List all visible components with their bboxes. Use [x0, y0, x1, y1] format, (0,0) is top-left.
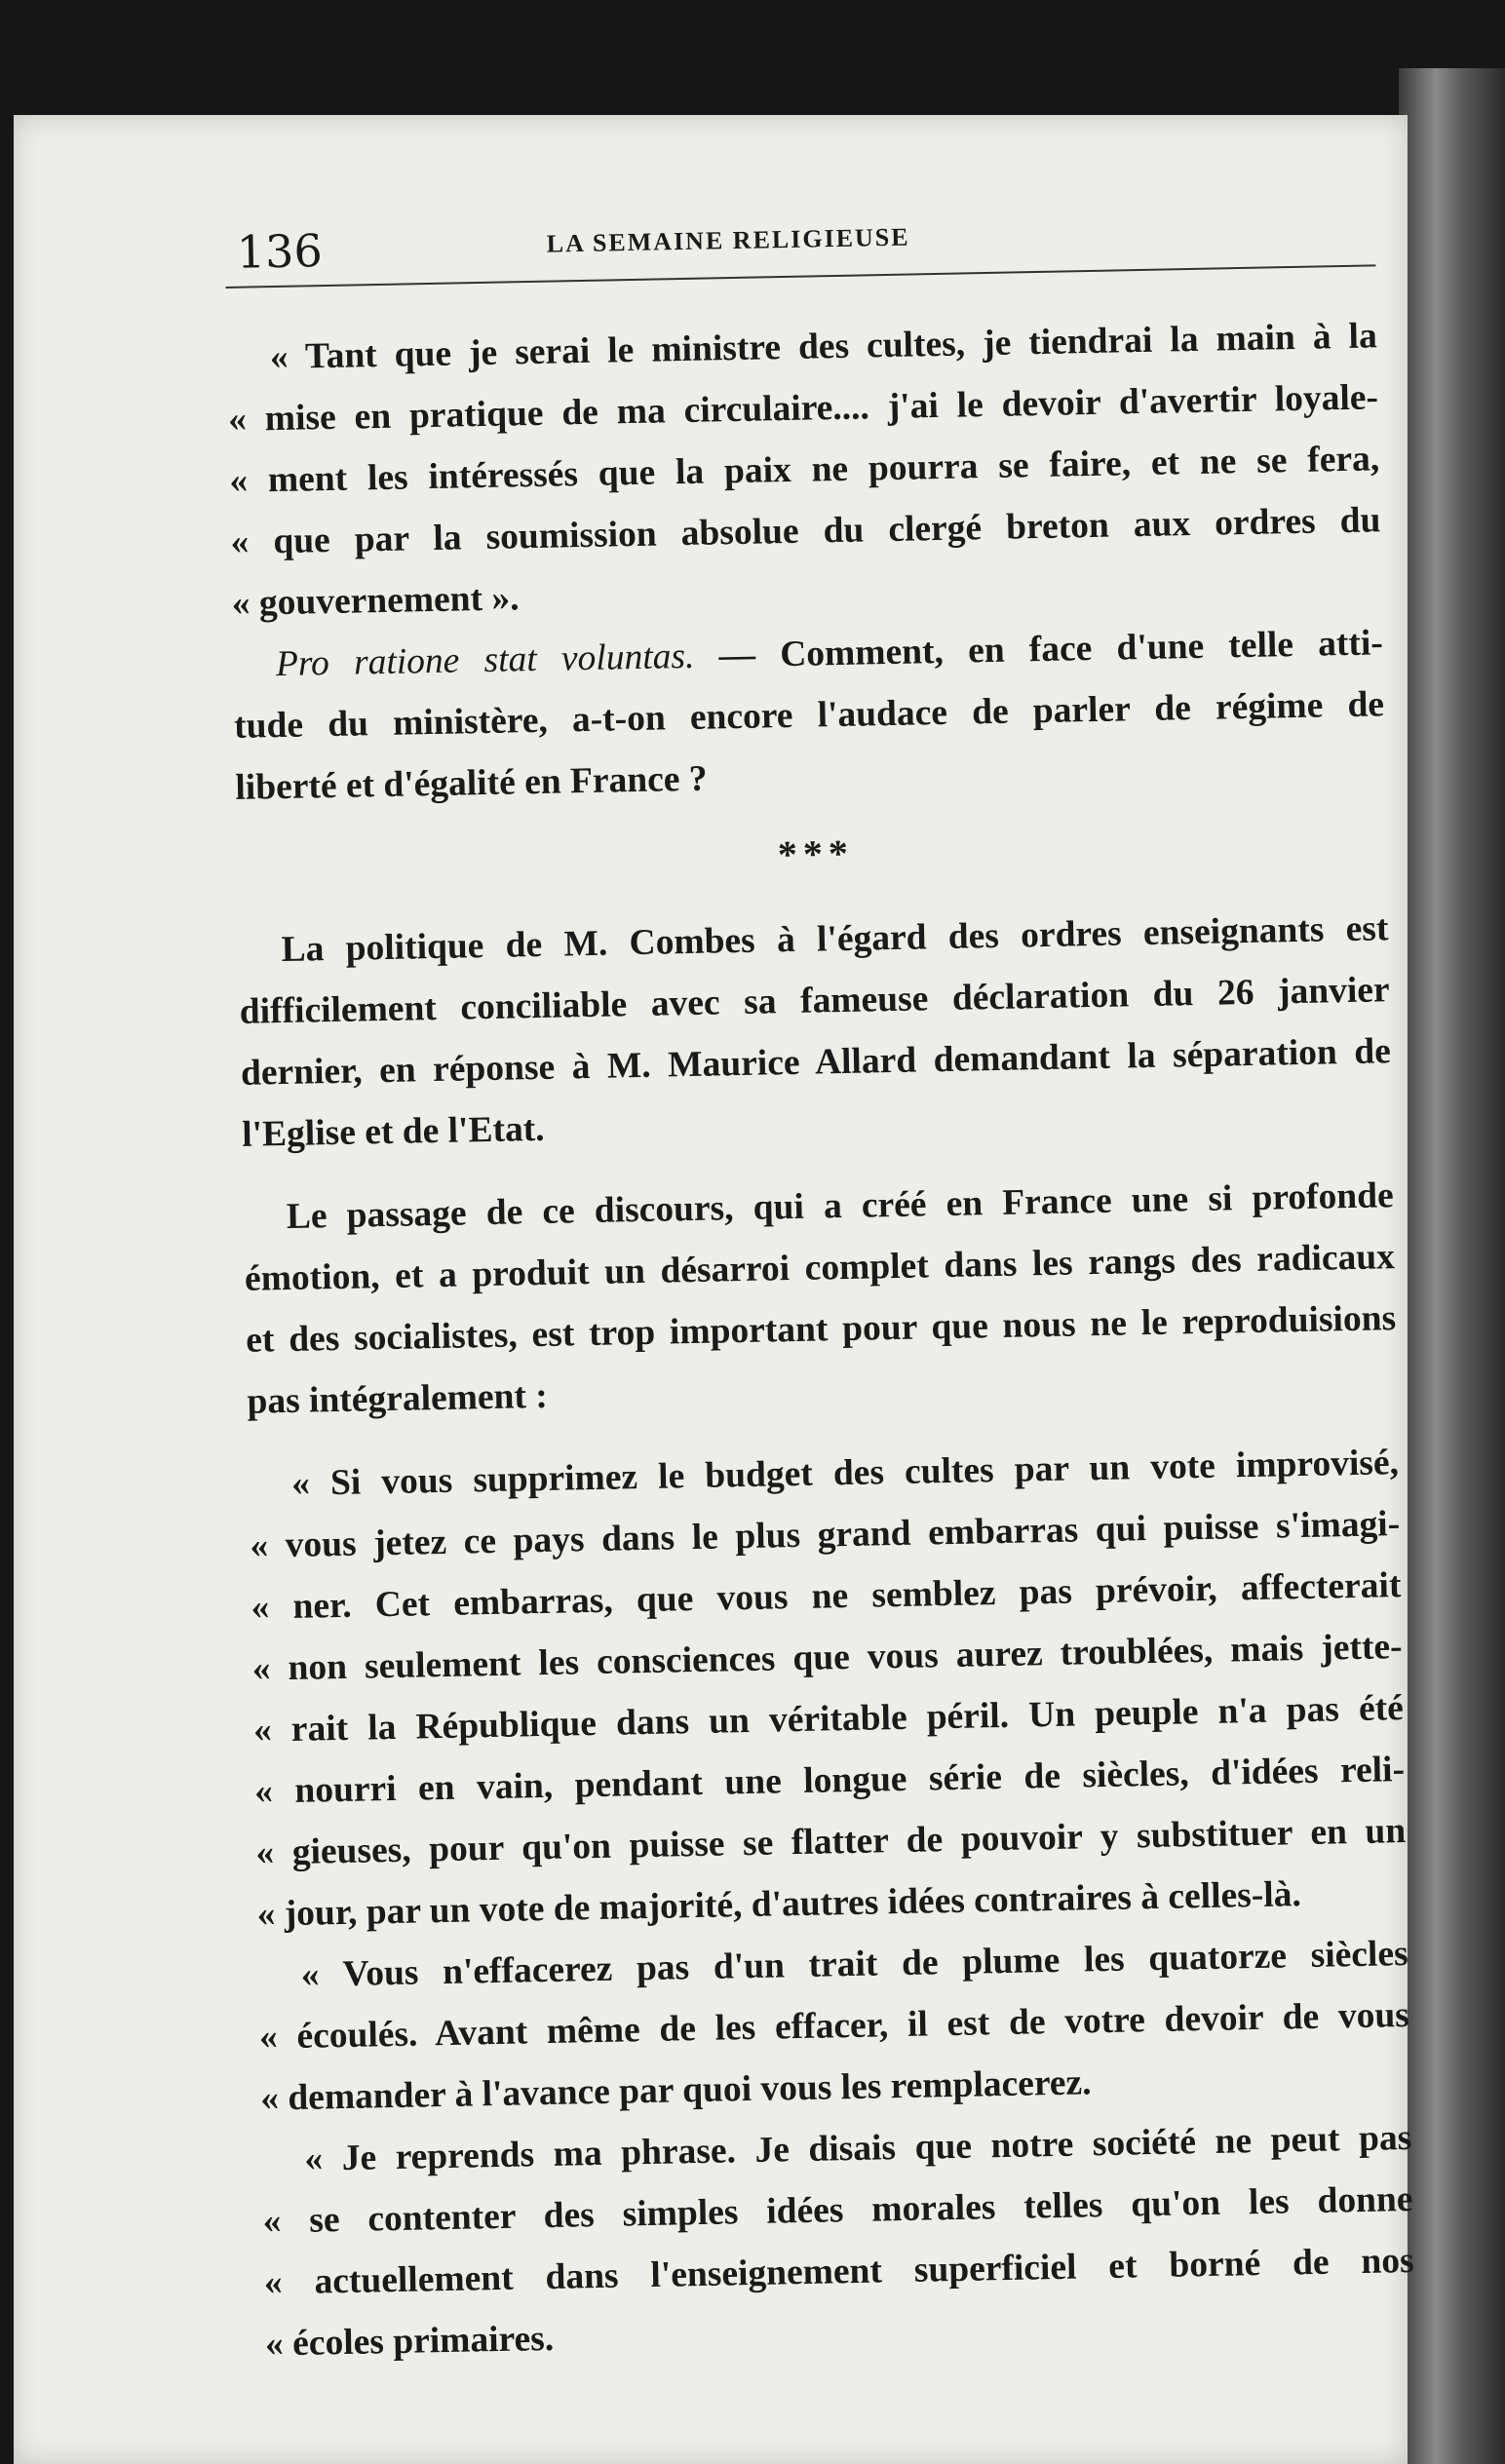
- text-line: Le passage de ce discours, qui a créé en France une si profonde: [286, 1175, 1395, 1237]
- page-number: 136: [236, 224, 324, 279]
- text-line: « mise en pratique de ma circulaire.... j'ai le devoir d'avertir loyale-: [227, 377, 1379, 440]
- text-line: tude du ministère, a-t-on encore l'audace de parler de régime de: [233, 684, 1385, 747]
- text-line: « ner. Cet embarras, que vous ne semblez pas prévoir, affecterait: [251, 1565, 1402, 1628]
- text-line: liberté et d'égalité en France ?: [235, 758, 708, 808]
- asterism: * * *: [777, 830, 847, 877]
- text-line: « actuellement dans l'enseignement superficiel et borné de nos: [263, 2240, 1415, 2303]
- text-line: « ment les intéressés que la paix ne pourra se faire, et ne se fera,: [228, 439, 1380, 501]
- text-line: « se contenter des simples idées morales telles qu'on les donne: [262, 2178, 1413, 2242]
- text-line: « que par la soumission absolue du clergé breton aux ordres du: [230, 500, 1381, 562]
- text-line: La politique de M. Combes à l'égard des ordres enseignants est: [281, 908, 1389, 971]
- quote-paragraph-7: [261, 2107, 1416, 2375]
- text-line: « écoles primaires.: [264, 2318, 555, 2365]
- text-line: « Je reprends ma phrase. Je disais que notre société ne peut pas: [304, 2117, 1412, 2179]
- text-line: « nourri en vain, pendant une longue série de siècles, d'idées reli-: [253, 1750, 1406, 1812]
- paragraph-4: [243, 1165, 1398, 1433]
- text-line: « écoulés. Avant même de les effacer, il est de votre devoir de vous: [258, 1995, 1410, 2058]
- text-line: « rait la République dans un véritable péril. Un peuple n'a pas été: [252, 1688, 1405, 1751]
- book-page: [14, 115, 1415, 2464]
- body-text: [226, 305, 1415, 2374]
- text-line: émotion, et a produit un désarroi complet dans les rangs des radicaux: [244, 1237, 1396, 1299]
- text-line: « Tant que je serai le ministre des cultes, je tiendrai la main à la: [269, 316, 1378, 378]
- latin-phrase: Pro ratione stat voluntas.: [275, 635, 695, 685]
- text-line: difficilement conciliable avec sa fameuse déclaration du 26 janvier: [239, 970, 1391, 1032]
- text-line: pas intégralement :: [247, 1375, 549, 1422]
- paragraph-2: [232, 612, 1385, 819]
- text-line: l'Eglise et de l'Etat.: [241, 1108, 545, 1155]
- text-line: et des socialistes, est trop important pour que nous ne le reproduisions: [245, 1298, 1397, 1361]
- text-line: « gouvernement ».: [231, 578, 520, 624]
- text-line: « gieuses, pour qu'on puisse se flatter de pouvoir y substituer en un: [255, 1811, 1407, 1873]
- text-line: dernier, en réponse à M. Maurice Allard demandant la séparation de: [240, 1031, 1392, 1094]
- page-header: [224, 186, 1375, 289]
- text-line: « jour, par un vote de majorité, d'autres idées contraires à celles-là.: [256, 1874, 1302, 1935]
- running-title: LA SEMAINE RELIGIEUSE: [546, 222, 910, 258]
- text-line: « non seulement les consciences que vous aurez troublées, mais jette-: [251, 1627, 1403, 1689]
- quote-paragraph-6: [257, 1923, 1410, 2130]
- text-line: « vous jetez ce pays dans le plus grand embarras qui puisse s'imagi-: [249, 1504, 1401, 1566]
- text-line: « Vous n'effacerez pas d'un trait de plume les quatorze siècles: [300, 1934, 1409, 1995]
- text-line: « Si vous supprimez le budget des cultes par un vote improvisé,: [290, 1443, 1400, 1504]
- text-fragment: — Comment, en face d'une telle atti-: [693, 623, 1384, 676]
- quote-paragraph-1: [226, 305, 1382, 635]
- book-edge: [1399, 68, 1505, 2464]
- text-line: « demander à l'avance par quoi vous les remplacerez.: [259, 2062, 1092, 2119]
- page-content: [224, 186, 1415, 2374]
- quote-paragraph-5: [249, 1432, 1408, 1945]
- paragraph-3: [238, 898, 1393, 1166]
